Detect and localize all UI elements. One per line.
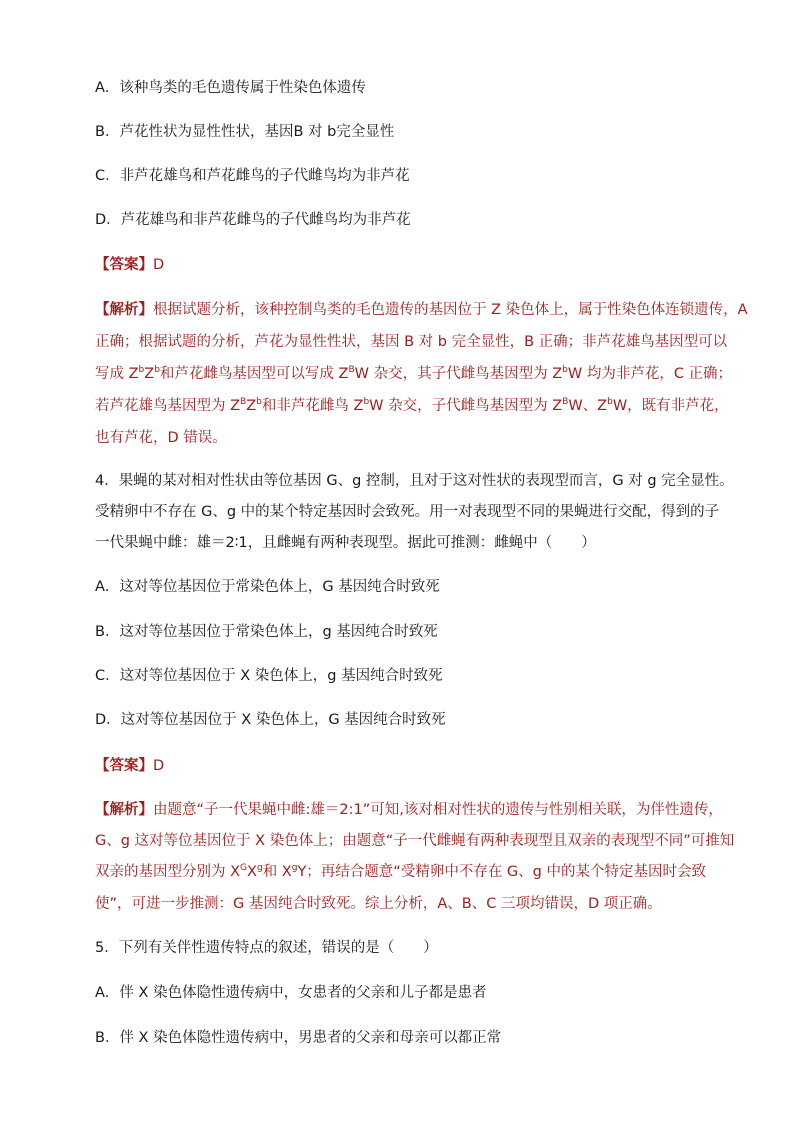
q3-analysis-line-3: 写成 $Z^bZ^b$和芦花雌鸟基因型可以写成 $Z^BW$ 杂交，其子代雌鸟基因型为 $Z^bW$ 均为非芦花，C 正确； [95, 365, 733, 382]
q4-analysis-line-3: 双亲的基因型分别为 $X^GX^g$和 $X^gY$；再结合题意“受精卵中不存在 G、g 中的某个特定基因时会致 [95, 863, 706, 880]
q3-option-d: D．芦花雄鸟和非芦花雌鸟的子代雌鸟均为非芦花 [95, 212, 411, 228]
analysis-tag: 【解析】 [95, 802, 153, 818]
q4-option-b: B．这对等位基因位于常染色体上，g 基因纯合时致死 [95, 624, 438, 640]
q4-analysis-line-4: 使”，可进一步推测：G 基因纯合时致死。综上分析，A、B、C 三项均错误，D 项正确。 [95, 896, 662, 912]
q5-option-a: A．伴 X 染色体隐性遗传病中，女患者的父亲和儿子都是患者 [95, 985, 487, 1001]
analysis-tag: 【解析】 [95, 302, 153, 318]
q5-stem: 5．下列有关伴性遗传特点的叙述，错误的是（ ） [95, 940, 438, 956]
q3-analysis-line-4: 若芦花雄鸟基因型为 $Z^BZ^b$和非芦花雌鸟 $Z^bW$ 杂交，子代雌鸟基因型为 $Z^BW$、$Z^bW$，既有非芦花， [95, 397, 729, 414]
q3-analysis-line-2: 正确；根据试题的分析，芦花为显性性状，基因 B 对 b 完全显性，B 正确；非芦花雄鸟基因型可以 [95, 334, 728, 350]
q3-answer [95, 255, 164, 275]
q3-analysis-line-5: 也有芦花，D 错误。 [95, 430, 227, 446]
q3-option-c: C．非芦花雄鸟和芦花雌鸟的子代雌鸟均为非芦花 [95, 168, 410, 184]
q4-analysis-line-1: 【解析】由题意“子一代果蝇中雌:雄＝2:1”可知,该对相对性状的遗传与性别相关联，为伴性遗传， [95, 802, 723, 818]
answer-tag: 【答案】 [95, 257, 153, 273]
q4-analysis-line-2: G、g 这对等位基因位于 X 染色体上；由题意“子一代雌蝇有两种表现型且双亲的表现型不同”可推知 [95, 833, 735, 849]
q4-option-a: A．这对等位基因位于常染色体上，G 基因纯合时致死 [95, 579, 440, 595]
q4-stem-line-2: 受精卵中不存在 G、g 中的某个特定基因时会致死。用一对表现型不同的果蝇进行交配，得到的子 [95, 504, 720, 520]
q4-option-c: C．这对等位基因位于 X 染色体上，g 基因纯合时致死 [95, 668, 443, 684]
answer-value: D [153, 758, 165, 774]
answer-value: D [153, 257, 165, 273]
q5-option-b: B．伴 X 染色体隐性遗传病中，男患者的父亲和母亲可以都正常 [95, 1030, 502, 1046]
q3-option-a: A．该种鸟类的毛色遗传属于性染色体遗传 [95, 80, 366, 96]
q4-answer [95, 756, 164, 776]
q3-option-b: B．芦花性状为显性性状，基因B 对 b完全显性 [95, 124, 395, 140]
answer-tag: 【答案】 [95, 758, 153, 774]
q4-option-d: D．这对等位基因位于 X 染色体上，G 基因纯合时致死 [95, 712, 446, 728]
q4-stem-line-1: 4．果蝇的某对相对性状由等位基因 G、g 控制，且对于这对性状的表现型而言，G 对 g 完全显性。 [95, 473, 734, 489]
q4-stem-line-3: 一代果蝇中雌：雄＝2∶1，且雌蝇有两种表现型。据此可推测：雌蝇中（ ） [95, 535, 596, 551]
q3-analysis-line-1: 【解析】根据试题分析，该种控制鸟类的毛色遗传的基因位于 Z 染色体上，属于性染色体连锁遗传，A [95, 302, 748, 318]
